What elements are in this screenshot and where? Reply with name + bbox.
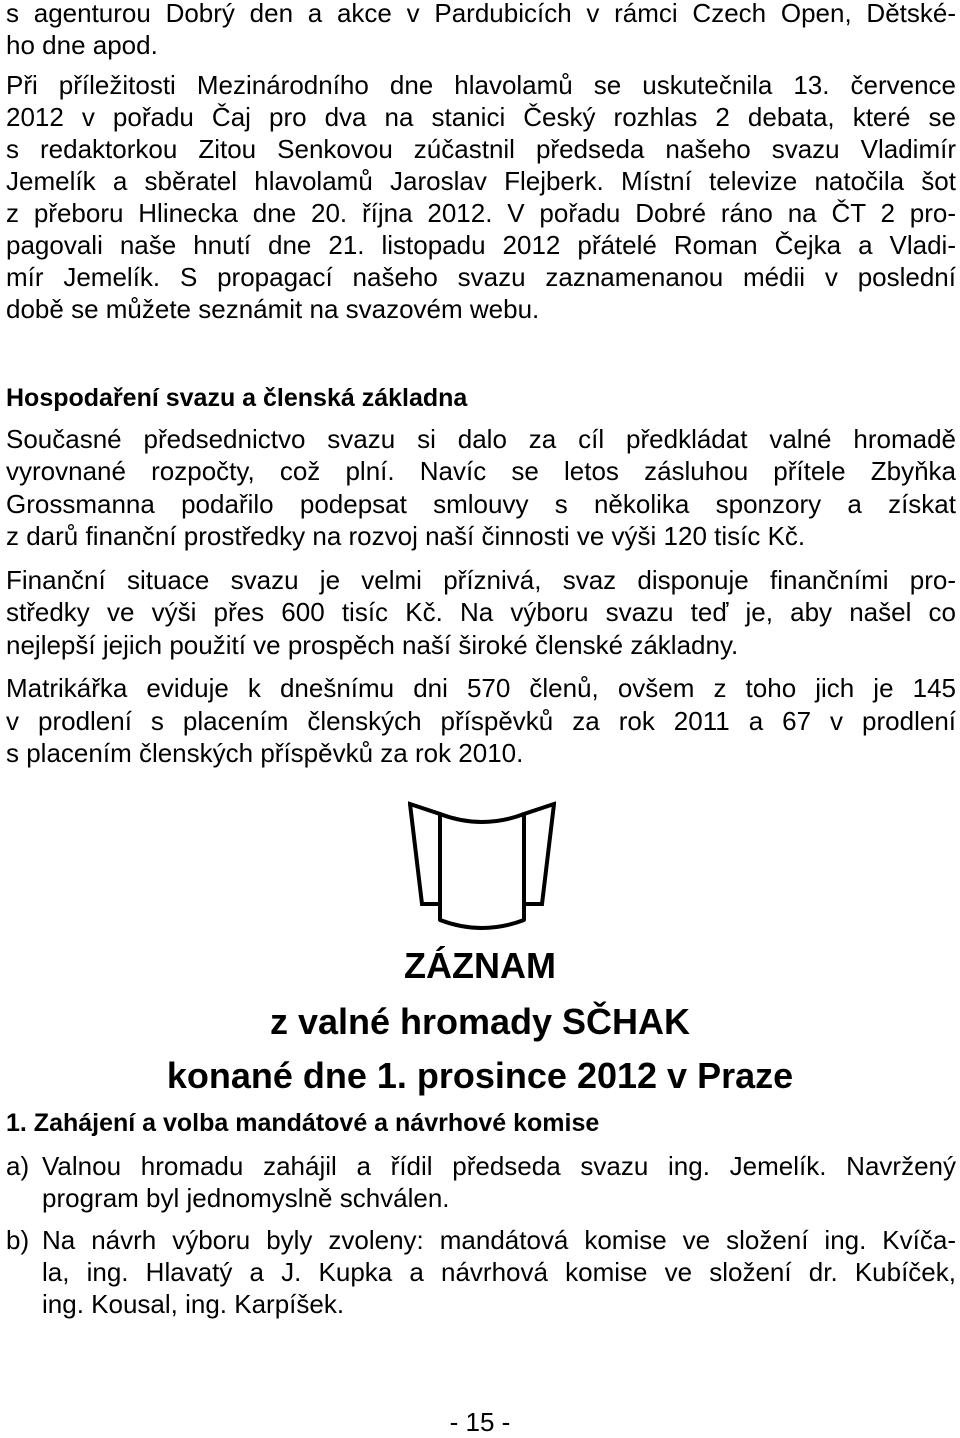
para5-line: v prodlení s placením členských příspěvků za rok 2011 a 67 v prodlení (6, 706, 956, 736)
para3-line: Grossmanna podařilo podepsat smlouvy s několika sponzory a získat (6, 489, 956, 519)
item-b-line: ing. Kousal, ing. Karpíšek. (42, 1289, 345, 1319)
para4-line: Finanční situace svazu je velmi příznivá, svaz disponuje finančními pro- (6, 565, 956, 595)
para4-line: nejlepší jejich použití ve prospěch naší široké členské základny. (6, 630, 739, 660)
para3-line: z darů finanční prostředky na rozvoj naší činnosti ve výši 120 tisíc Kč. (6, 521, 806, 551)
item-a-marker: a) (6, 1151, 30, 1181)
item-heading: 1. Zahájení a volba mandátové a návrhové komise (6, 1109, 600, 1137)
para1-line: ho dne apod. (6, 30, 158, 60)
para2-line: s redaktorkou Zitou Senkovou zúčastnil předseda našeho svazu Vladimír (6, 134, 956, 164)
para2-line: 2012 v pořadu Čaj pro dva na stanici Český rozhlas 2 debata, které se (6, 102, 956, 132)
page-number: - 15 - (449, 1407, 511, 1437)
section-heading: Hospodaření svazu a členská základna (6, 384, 468, 412)
scroll-banner-icon (408, 800, 556, 938)
document-subtitle: z valné hromady SČHAK (269, 1001, 691, 1042)
para3-line: Současné předsednictvo svazu si dalo za cíl předkládat valné hromadě (6, 424, 956, 454)
item-b-line: Na návrh výboru byly zvoleny: mandátová komise ve složení ing. Kvíča- (42, 1225, 956, 1255)
para2-line: mír Jemelík. S propagací našeho svazu zaznamenanou médii v poslední (6, 262, 956, 292)
para2-line: z přeboru Hlinecka dne 20. října 2012. V pořadu Dobré ráno na ČT 2 pro- (6, 198, 956, 228)
item-b-marker: b) (6, 1225, 30, 1255)
para5-line: s placením členských příspěvků za rok 2010. (6, 738, 524, 768)
item-b-line: la, ing. Hlavatý a J. Kupka a návrhová komise ve složení dr. Kubíček, (42, 1257, 956, 1287)
para2-line: Při příležitosti Mezinárodního dne hlavolamů se uskutečnila 13. července (6, 70, 956, 100)
para1-line: s agenturou Dobrý den a akce v Pardubicích v rámci Czech Open, Dětské- (6, 0, 956, 28)
para3-line: vyrovnané rozpočty, což plní. Navíc se letos zásluhou přítele Zbyňka (6, 456, 956, 486)
para5-line: Matrikářka eviduje k dnešnímu dni 570 členů, ovšem z toho jich je 145 (6, 673, 956, 703)
para2-line: době se můžete seznámit na svazovém webu. (6, 294, 540, 324)
para2-line: Jemelík a sběratel hlavolamů Jaroslav Flejberk. Místní televize natočila šot (6, 166, 956, 196)
para4-line: středky ve výši přes 600 tisíc Kč. Na výboru svazu teď je, aby našel co (6, 597, 956, 627)
document-title: ZÁZNAM (404, 945, 556, 986)
item-a-line: program byl jednomyslně schválen. (42, 1183, 450, 1213)
para2-line: pagovali naše hnutí dne 21. listopadu 2012 přátelé Roman Čejka a Vladi- (6, 230, 956, 260)
item-a-line: Valnou hromadu zahájil a řídil předseda svazu ing. Jemelík. Navržený (42, 1151, 956, 1181)
document-date-line: konané dne 1. prosince 2012 v Praze (166, 1055, 794, 1096)
